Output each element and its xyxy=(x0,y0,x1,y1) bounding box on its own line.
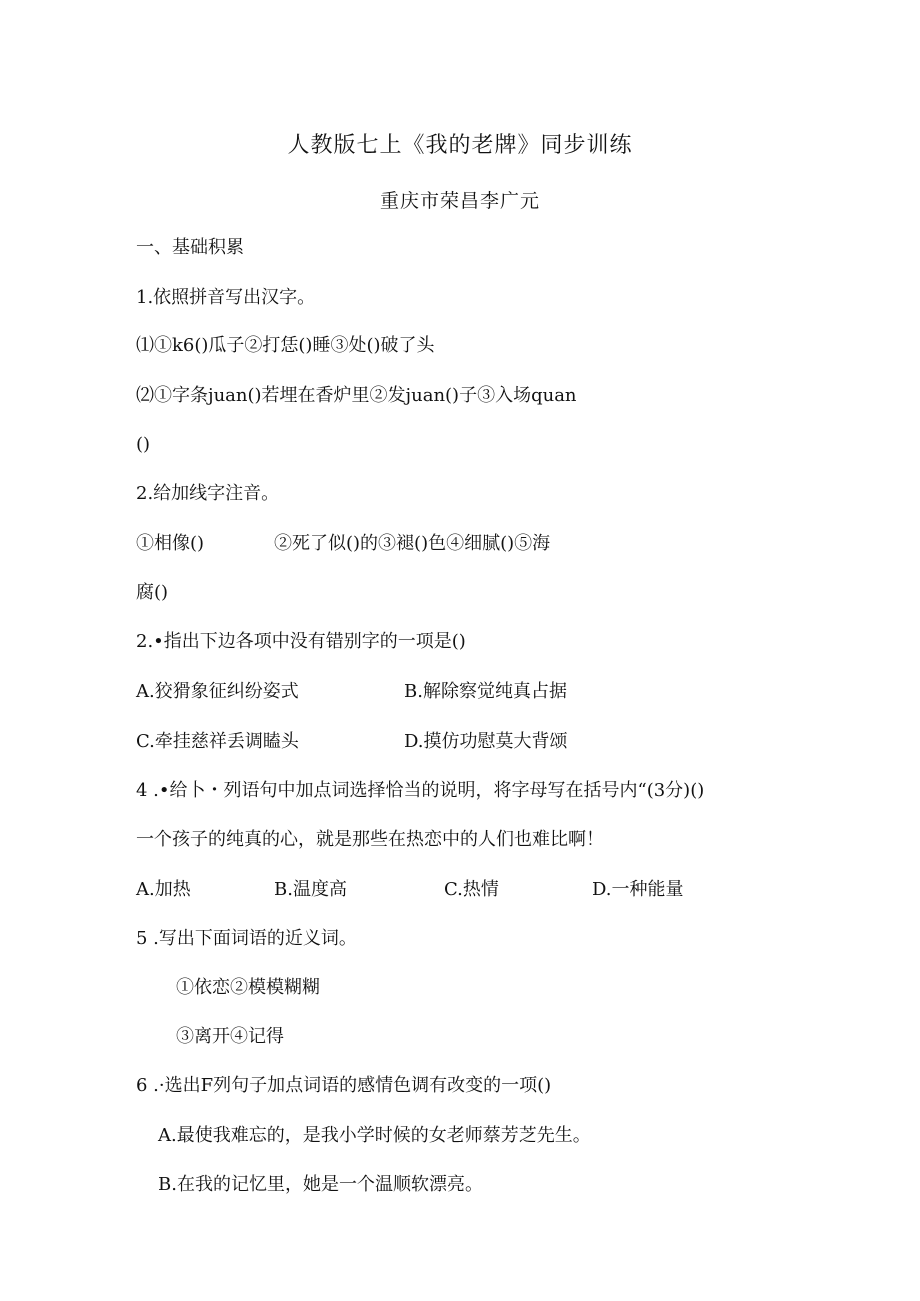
question-4-option-b: B.温度高 xyxy=(274,879,347,900)
question-2-items-continued: 腐() xyxy=(136,582,169,603)
question-4-prompt: 4 .•给卜・列语句中加点词选择恰当的说明，将字母写在括号内“(3分)() xyxy=(136,780,705,801)
question-3-option-c: C.牵挂慈祥丢调瞌头 xyxy=(136,731,299,752)
section-heading-basics: 一、基础积累 xyxy=(136,237,244,258)
question-4-sentence: 一个孩子的纯真的心，就是那些在热恋中的人们也难比啊！ xyxy=(136,829,604,850)
question-5-line-2: ③离开④记得 xyxy=(176,1026,284,1047)
document-author: 重庆市荣昌李广元 xyxy=(379,190,540,212)
question-3-option-b: B.解除察觉纯真占据 xyxy=(404,681,567,702)
question-6-option-a: A.最使我难忘的，是我小学时候的女老师蔡芳芝先生。 xyxy=(158,1125,591,1146)
question-1-part-1: ⑴①k6()瓜子②打恁()睡③处()破了头 xyxy=(136,335,435,356)
question-1-part-2-continued: () xyxy=(136,434,151,455)
question-6-prompt: 6 .·选出F列句子加点词语的感情色调有改变的一项() xyxy=(136,1075,552,1096)
question-3-prompt: 2.•指出下边各项中没有错别字的一项是() xyxy=(136,631,466,652)
question-3-option-a: A.狡猾象征纠纷姿式 xyxy=(136,681,299,702)
question-1-prompt: 1.依照拼音写出汉字。 xyxy=(136,287,316,308)
question-4-option-c: C.热情 xyxy=(444,879,499,900)
question-4-option-d: D.一种能量 xyxy=(592,879,684,900)
question-2-prompt: 2.给加线字注音。 xyxy=(136,483,280,504)
question-6-option-b: B.在我的记忆里，她是一个温顺软漂亮。 xyxy=(158,1174,483,1195)
question-4-option-a: A.加热 xyxy=(136,879,191,900)
question-1-part-2: ⑵①字条juan()若埋在香炉里②发juan()子③入场quan xyxy=(136,385,577,406)
question-5-prompt: 5 .写出下面词语的近义词。 xyxy=(136,928,357,949)
question-3-option-d: D.摸仿功慰莫大背颂 xyxy=(404,731,568,752)
question-2-item-a: ①相像() xyxy=(136,533,205,554)
question-2-item-b: ②死了似()的③褪()色④细腻()⑤海 xyxy=(274,533,551,554)
document-title: 人教版七上《我的老牌》同步训练 xyxy=(287,133,633,158)
question-5-line-1: ①依恋②模模糊糊 xyxy=(176,977,320,998)
